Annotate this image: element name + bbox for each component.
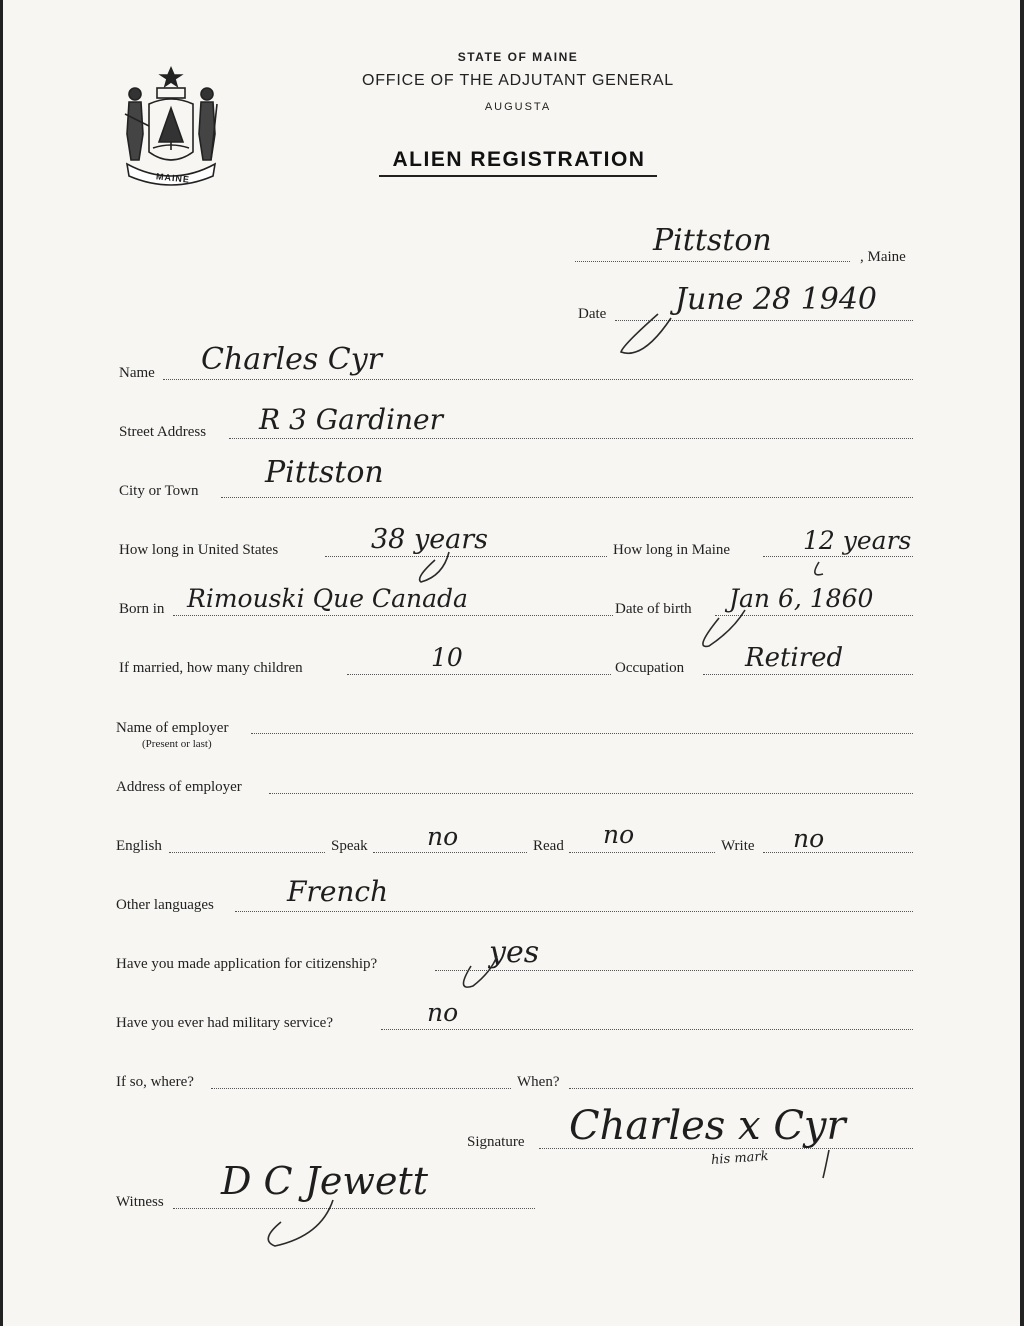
citizenship-entry[interactable]: yes xyxy=(489,935,540,970)
other-languages-entry[interactable]: French xyxy=(287,875,389,908)
date-of-birth-entry[interactable]: Jan 6, 1860 xyxy=(729,584,874,613)
maine-label: , Maine xyxy=(860,249,906,265)
street-address-label: Street Address xyxy=(119,424,207,440)
citizenship-label: Have you made application for citizenship? xyxy=(116,956,378,972)
city-or-town-label: City or Town xyxy=(119,483,199,499)
witness-label: Witness xyxy=(116,1194,164,1210)
date-entry[interactable]: June 28 1940 xyxy=(675,282,878,317)
write-label: Write xyxy=(721,838,755,854)
born-in-label: Born in xyxy=(119,601,165,617)
how-long-us-label: How long in United States xyxy=(119,542,279,558)
street-address-entry[interactable]: R 3 Gardiner xyxy=(259,403,444,436)
header-office: OFFICE OF THE ADJUTANT GENERAL xyxy=(361,72,675,89)
employer-name-label: Name of employer xyxy=(116,720,229,736)
witness-entry[interactable]: D C Jewett xyxy=(221,1159,428,1203)
military-label: Have you ever had military service? xyxy=(116,1015,333,1031)
name-entry[interactable]: Charles Cyr xyxy=(201,342,383,377)
when-label: When? xyxy=(517,1074,560,1090)
if-so-where-label: If so, where? xyxy=(116,1074,194,1090)
pen-flourishes xyxy=(3,0,1024,1326)
speak-label: Speak xyxy=(331,838,368,854)
other-languages-label: Other languages xyxy=(116,897,214,913)
city-or-town-entry[interactable]: Pittston xyxy=(265,455,384,490)
children-label: If married, how many children xyxy=(119,660,303,676)
signature-entry[interactable]: Charles x Cyr xyxy=(569,1103,846,1149)
children-entry[interactable]: 10 xyxy=(431,643,463,672)
employer-address-label: Address of employer xyxy=(116,779,242,795)
seal-banner-text: MAINE xyxy=(155,171,191,185)
how-long-us-entry[interactable]: 38 years xyxy=(371,524,489,555)
write-entry[interactable]: no xyxy=(793,824,825,853)
signature-mark-note: his mark xyxy=(710,1149,769,1168)
english-label: English xyxy=(116,838,162,854)
town-entry[interactable]: Pittston xyxy=(653,223,772,258)
read-entry[interactable]: no xyxy=(603,820,635,849)
form-title: ALIEN REGISTRATION xyxy=(392,148,646,171)
employer-name-note: (Present or last) xyxy=(142,738,212,750)
born-in-entry[interactable]: Rimouski Que Canada xyxy=(187,584,468,613)
date-label: Date xyxy=(578,306,607,322)
how-long-maine-label: How long in Maine xyxy=(613,542,731,558)
military-entry[interactable]: no xyxy=(427,998,459,1027)
date-of-birth-label: Date of birth xyxy=(615,601,692,617)
header-city: AUGUSTA xyxy=(484,101,552,113)
occupation-entry[interactable]: Retired xyxy=(745,643,844,673)
header-state: STATE OF MAINE xyxy=(457,50,579,64)
speak-entry[interactable]: no xyxy=(427,822,459,851)
how-long-maine-entry[interactable]: 12 years xyxy=(803,526,912,555)
read-label: Read xyxy=(533,838,564,854)
name-label: Name xyxy=(119,365,155,381)
signature-label: Signature xyxy=(467,1134,525,1150)
occupation-label: Occupation xyxy=(615,660,685,676)
